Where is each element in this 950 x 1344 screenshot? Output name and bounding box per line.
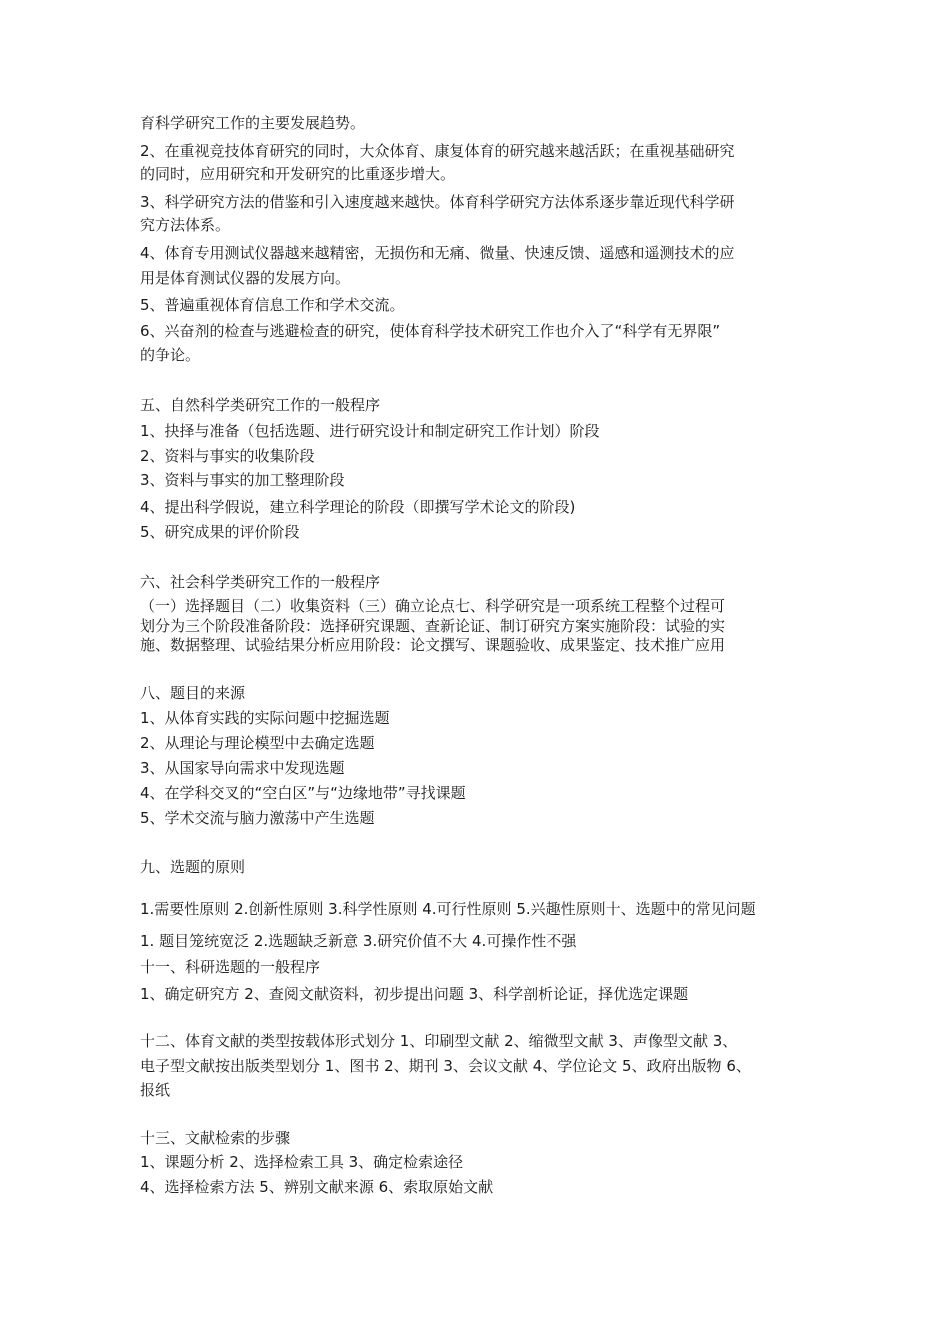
section-13-line-2: 4、选择检索方法 5、辨别文献来源 6、索取原始文献 [140, 1178, 494, 1196]
section-11-line-1: 1、确定研究方 2、查阅文献资料，初步提出问题 3、科学剖析论证，择优选定课题 [140, 985, 689, 1003]
intro-line-10: 的争论。 [140, 346, 201, 364]
section-5-item-1: 1、抉择与准备（包括选题、进行研究设计和制定研究工作计划）阶段 [140, 422, 600, 440]
section-9-line-1: 1.需要性原则 2.创新性原则 3.科学性原则 4.可行性原则 5.兴趣性原则十、选题中的常见问题 [140, 900, 756, 918]
section-9-heading: 九、选题的原则 [140, 858, 246, 876]
intro-line-5: 究方法体系。 [140, 216, 231, 234]
section-9-line-2: 1. 题目笼统宽泛 2.选题缺乏新意 3.研究价值不大 4.可操作性不强 [140, 932, 577, 950]
section-6-heading: 六、社会科学类研究工作的一般程序 [140, 573, 381, 591]
intro-line-8: 5、普遍重视体育信息工作和学术交流。 [140, 296, 405, 314]
section-5-item-3: 3、资料与事实的加工整理阶段 [140, 471, 345, 489]
intro-line-6: 4、体育专用测试仪器越来越精密，无损伤和无痛、微量、快速反馈、遥感和遥测技术的应 [140, 244, 735, 262]
section-5-heading: 五、自然科学类研究工作的一般程序 [140, 396, 381, 414]
section-5-item-5: 5、研究成果的评价阶段 [140, 523, 300, 541]
section-8-item-4: 4、在学科交叉的“空白区”与“边缘地带”寻找课题 [140, 784, 466, 802]
section-8-item-1: 1、从体育实践的实际问题中挖掘选题 [140, 709, 390, 727]
intro-line-1: 育科学研究工作的主要发展趋势。 [140, 114, 366, 132]
section-8-heading: 八、题目的来源 [140, 684, 246, 702]
section-13-heading: 十三、文献检索的步骤 [140, 1129, 291, 1147]
intro-line-2: 2、在重视竞技体育研究的同时，大众体育、康复体育的研究越来越活跃；在重视基础研究 [140, 142, 735, 160]
section-8-item-2: 2、从理论与理论模型中去确定选题 [140, 734, 375, 752]
section-11-heading: 十一、科研选题的一般程序 [140, 958, 321, 976]
section-6-line-3: 施、数据整理、试验结果分析应用阶段：论文撰写、课题验收、成果鉴定、技术推广应用 [140, 636, 726, 654]
intro-line-7: 用是体育测试仪器的发展方向。 [140, 269, 351, 287]
section-13-line-1: 1、课题分析 2、选择检索工具 3、确定检索途径 [140, 1153, 464, 1171]
section-6-line-1: （一）选择题目（二）收集资料（三）确立论点七、科学研究是一项系统工程整个过程可 [140, 597, 726, 615]
section-12-line-1: 十二、体育文献的类型按载体形式划分 1、印刷型文献 2、缩微型文献 3、声像型文献 3、 [140, 1032, 738, 1050]
intro-line-4: 3、科学研究方法的借鉴和引入速度越来越快。体育科学研究方法体系逐步靠近现代科学研 [140, 193, 735, 211]
section-6-line-2: 划分为三个阶段准备阶段：选择研究课题、查新论证、制订研究方案实施阶段：试验的实 [140, 617, 726, 635]
section-12-line-3: 报纸 [140, 1081, 171, 1099]
section-12-line-2: 电子型文献按出版类型划分 1、图书 2、期刊 3、会议文献 4、学位论文 5、政府出版物 6、 [140, 1057, 751, 1075]
intro-line-9: 6、兴奋剂的检查与逃避检查的研究，使体育科学技术研究工作也介入了“科学有无界限” [140, 322, 721, 340]
section-8-item-3: 3、从国家导向需求中发现选题 [140, 759, 345, 777]
section-5-item-4: 4、提出科学假说，建立科学理论的阶段（即撰写学术论文的阶段) [140, 498, 576, 516]
section-8-item-5: 5、学术交流与脑力激荡中产生选题 [140, 809, 375, 827]
section-5-item-2: 2、资料与事实的收集阶段 [140, 447, 315, 465]
intro-line-3: 的同时，应用研究和开发研究的比重逐步增大。 [140, 165, 456, 183]
